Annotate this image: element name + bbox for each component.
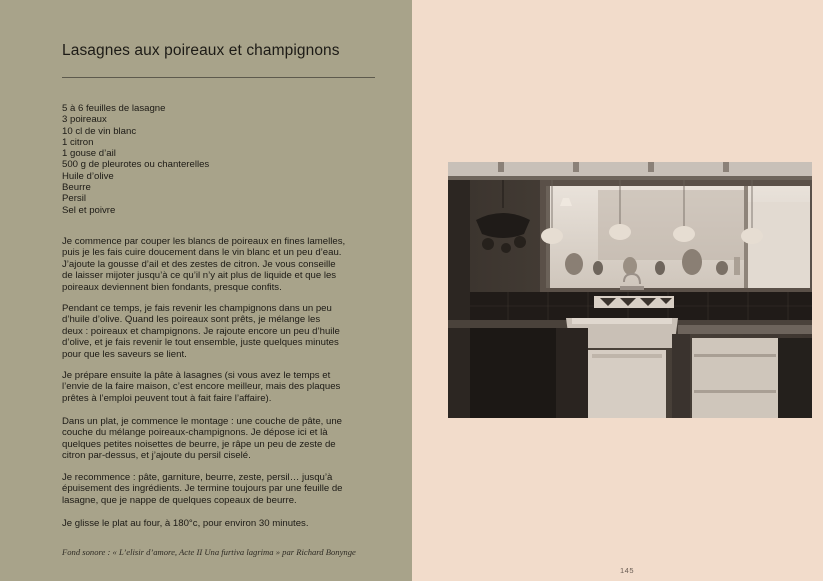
ingredient-item: Beurre	[62, 182, 91, 194]
text-line: quelques petites noisettes de beurre, je râpe un peu de zeste de	[62, 438, 336, 450]
method-paragraph-2	[62, 303, 340, 360]
text-line: l’envie de la faire maison, c’est encore meilleur, mais des plaques	[62, 381, 341, 393]
title-divider	[62, 77, 375, 78]
method-paragraph-5	[62, 472, 343, 506]
method-paragraph-6	[62, 518, 309, 529]
ingredient-item: Sel et poivre	[62, 204, 116, 216]
method-paragraph-4	[62, 416, 342, 462]
ingredient-item: Persil	[62, 193, 86, 205]
text-line: couche du mélange poireaux-champignons. Je dépose ici et là	[62, 427, 328, 439]
ingredient-item: 1 gouse d’ail	[62, 148, 116, 160]
text-line: Je prépare ensuite la pâte à lasagnes (si vous avez le temps et	[62, 370, 331, 381]
soundtrack-note: Fond sonore : « L’elisir d’amore, Acte II Una furtiva lagrima » par Richard Bonynge	[62, 547, 356, 557]
recipe-title: Lasagnes aux poireaux et champignons	[62, 42, 340, 59]
text-line: pour que les saveurs se lient.	[62, 348, 187, 360]
text-line: deux : poireaux et champignons. Je rajoute encore un peu d’huile	[62, 325, 340, 337]
ingredient-item: 3 poireaux	[62, 114, 107, 126]
text-line: Dans un plat, je commence le montage : une couche de pâte, une	[62, 416, 342, 427]
text-line: prêtes à l’emploi peuvent tout à fait faire l’affaire).	[62, 392, 272, 404]
text-line: Je recommence : pâte, garniture, beurre, zeste, persil… jusqu’à	[62, 472, 333, 483]
text-line: poireaux deviennent bien fondants, presque confits.	[62, 281, 282, 293]
text-line: d’huile d’olive. Quand les poireaux sont prêts, je mélange les	[62, 314, 321, 326]
text-line: Je commence par couper les blancs de poireaux en fines lamelles,	[62, 236, 346, 247]
ingredient-item: 5 à 6 feuilles de lasagne	[62, 103, 166, 114]
text-line: Je glisse le plat au four, à 180°c, pour environ 30 minutes.	[62, 518, 309, 529]
text-line: épuisement des ingrédients. Je termine toujours par une feuille de	[62, 483, 343, 495]
text-line: J’ajoute la gousse d’ail et des zestes de citron. Je vous conseille	[62, 258, 336, 270]
kitchen-illustration	[448, 162, 812, 418]
ingredient-item: 1 citron	[62, 136, 94, 148]
ingredient-item: 10 cl de vin blanc	[62, 125, 137, 137]
ingredient-item: Huile d’olive	[62, 170, 114, 182]
ingredient-item: 500 g de pleurotes ou chanterelles	[62, 159, 210, 171]
text-line: Pendant ce temps, je fais revenir les champignons dans un peu	[62, 303, 332, 314]
method-paragraph-1	[62, 236, 345, 293]
text-line: d’olive, et je fais revenir le tout ensemble, juste quelques minutes	[62, 337, 339, 349]
method-paragraph-3	[62, 370, 340, 404]
text-line: de laisser mijoter jusqu’à ce qu’il n’y ait plus de liquide et que les	[62, 270, 337, 282]
text-line: citron par-dessus, et j’ajoute du persil ciselé.	[62, 450, 251, 462]
ingredient-list	[62, 103, 209, 216]
text-line: lasagne, que je nappe de quelques copeaux de beurre.	[62, 494, 297, 506]
text-line: puis je les fais cuire doucement dans le vin blanc et un peu d’eau.	[62, 247, 342, 259]
page-number: 145	[620, 566, 635, 575]
kitchen-photo	[448, 162, 812, 418]
